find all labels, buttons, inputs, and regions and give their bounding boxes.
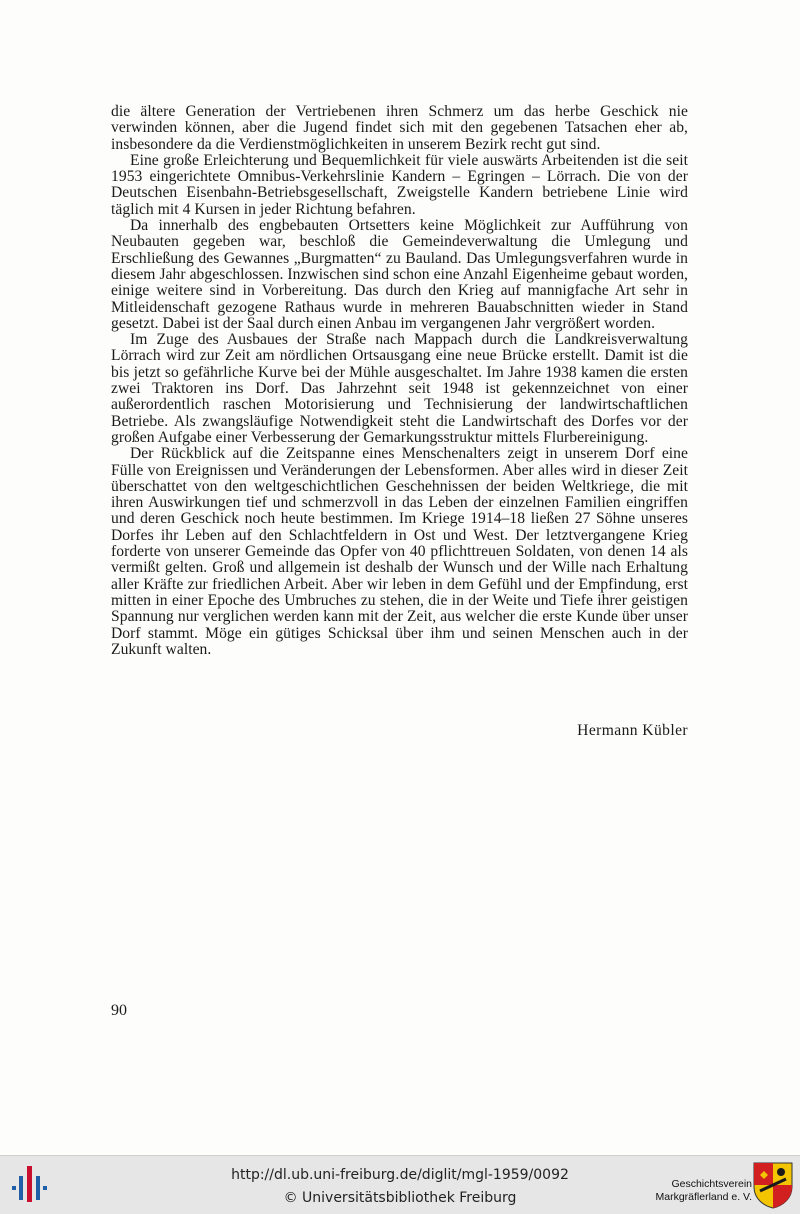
paragraph: Im Zuge des Ausbaues der Straße nach Mappach durch die Landkreisverwaltung Lörrach wird zur Zeit am nördlichen Ortsausgang eine neue Brücke erstellt. Damit ist die bis jetzt so gefährliche Kurve bei der Mühle ausgeschaltet. Im Jahre 1938 kamen die ersten zwei Traktoren ins Dorf. Das Jahrzehnt seit 1948 ist gekennzeichnet von einer außerordentlich raschen Motorisierung und Technisierung der landwirtschaftlichen Betriebe. Als zwangsläufige Notwendigkeit steht die Landwirtschaft des Dorfes vor der großen Aufgabe einer Verbesserung der Gemarkungsstruktur mittels Flurbereinigung. bbox=[111, 331, 688, 446]
article-body bbox=[111, 104, 688, 658]
paragraph: Eine große Erleichterung und Bequemlichkeit für viele auswärts Arbeitenden ist die seit 1953 eingerichtete Omnibus-Verkehrslinie Kandern – Egringen – Lörrach. Die von der Deutschen Eisenbahn-Betriebsgesellschaft, Zweigstelle Kandern betriebene Linie wird täglich mit 4 Kursen in jeder Richtung befahren. bbox=[111, 151, 688, 218]
society-name bbox=[640, 1178, 752, 1204]
permalink-url[interactable]: http://dl.ub.uni-freiburg.de/diglit/mgl-1959/0092 bbox=[231, 1167, 569, 1183]
copyright-notice: © Universitätsbibliothek Freiburg bbox=[283, 1190, 517, 1206]
viewer-footer bbox=[0, 1155, 800, 1214]
author-signature: Hermann Kübler bbox=[577, 722, 688, 739]
society-name-line: Markgräflerland e. V. bbox=[655, 1191, 752, 1203]
society-name-line: Geschichtsverein bbox=[671, 1178, 752, 1190]
paragraph: die ältere Generation der Vertriebenen ihren Schmerz um das herbe Geschick nie verwinden können, aber die Jugend findet sich mit den gegebenen Tatsachen eher ab, insbesondere da die Verdienstmöglichkeiten in unserem Bezirk recht gut sind. bbox=[111, 103, 688, 153]
paragraph: Der Rückblick auf die Zeitspanne eines Menschenalters zeigt in unserem Dorf eine Fülle von Ereignissen und Veränderungen der Lebensformen. Aber alles wird in dieser Zeit überschattet von den weltgeschichtlichen Geschehnissen der beiden Weltkriege, die mit ihren Auswirkungen tief und schmerzvoll in das Leben der einzelnen Familien eingriffen und deren Geschick noch heute bestimmen. Im Kriege 1914–18 ließen 27 Söhne unseres Dorfes ihr Leben auf den Schlachtfeldern in Ost und West. Der letztvergangene Krieg forderte von unserer Gemeinde das Opfer von 40 pflichttreuen Soldaten, von denen 14 als vermißt gelten. Groß und allgemein ist deshalb der Wunsch und der Wille nach Erhaltung aller Kräfte zur friedlichen Arbeit. Aber wir leben in dem Gefühl und der Empfindung, erst mitten in einer Epoche des Umbruches zu stehen, die in der Weite und Tiefe ihrer geistigen Spannung nur verglichen werden kann mit der Zeit, aus welcher die erste Kunde über unser Dorf stammt. Möge ein gütiges Schicksal über ihm und seinen Menschen auch in der Zukunft walten. bbox=[111, 445, 688, 658]
page-number: 90 bbox=[111, 1002, 127, 1019]
coat-of-arms-icon bbox=[752, 1161, 794, 1209]
paragraph: Da innerhalb des engbebauten Ortsetters keine Möglichkeit zur Aufführung von Neubauten gegeben war, beschloß die Gemeindeverwaltung die Umlegung und Erschließung des Gewannes „Burgmatten“ zu Bauland. Das Umlegungsverfahren wurde in diesem Jahr abgeschlossen. Inzwischen sind schon eine Anzahl Eigenheime gebaut worden, einige weitere sind in Vorbereitung. Das durch den Krieg auf mannigfache Art sehr in Mitleidenschaft gezogene Rathaus wurde in mehreren Bauabschnitten wieder in Stand gesetzt. Dabei ist der Saal durch einen Anbau im vergangenen Jahr vergrößert worden. bbox=[111, 217, 688, 332]
